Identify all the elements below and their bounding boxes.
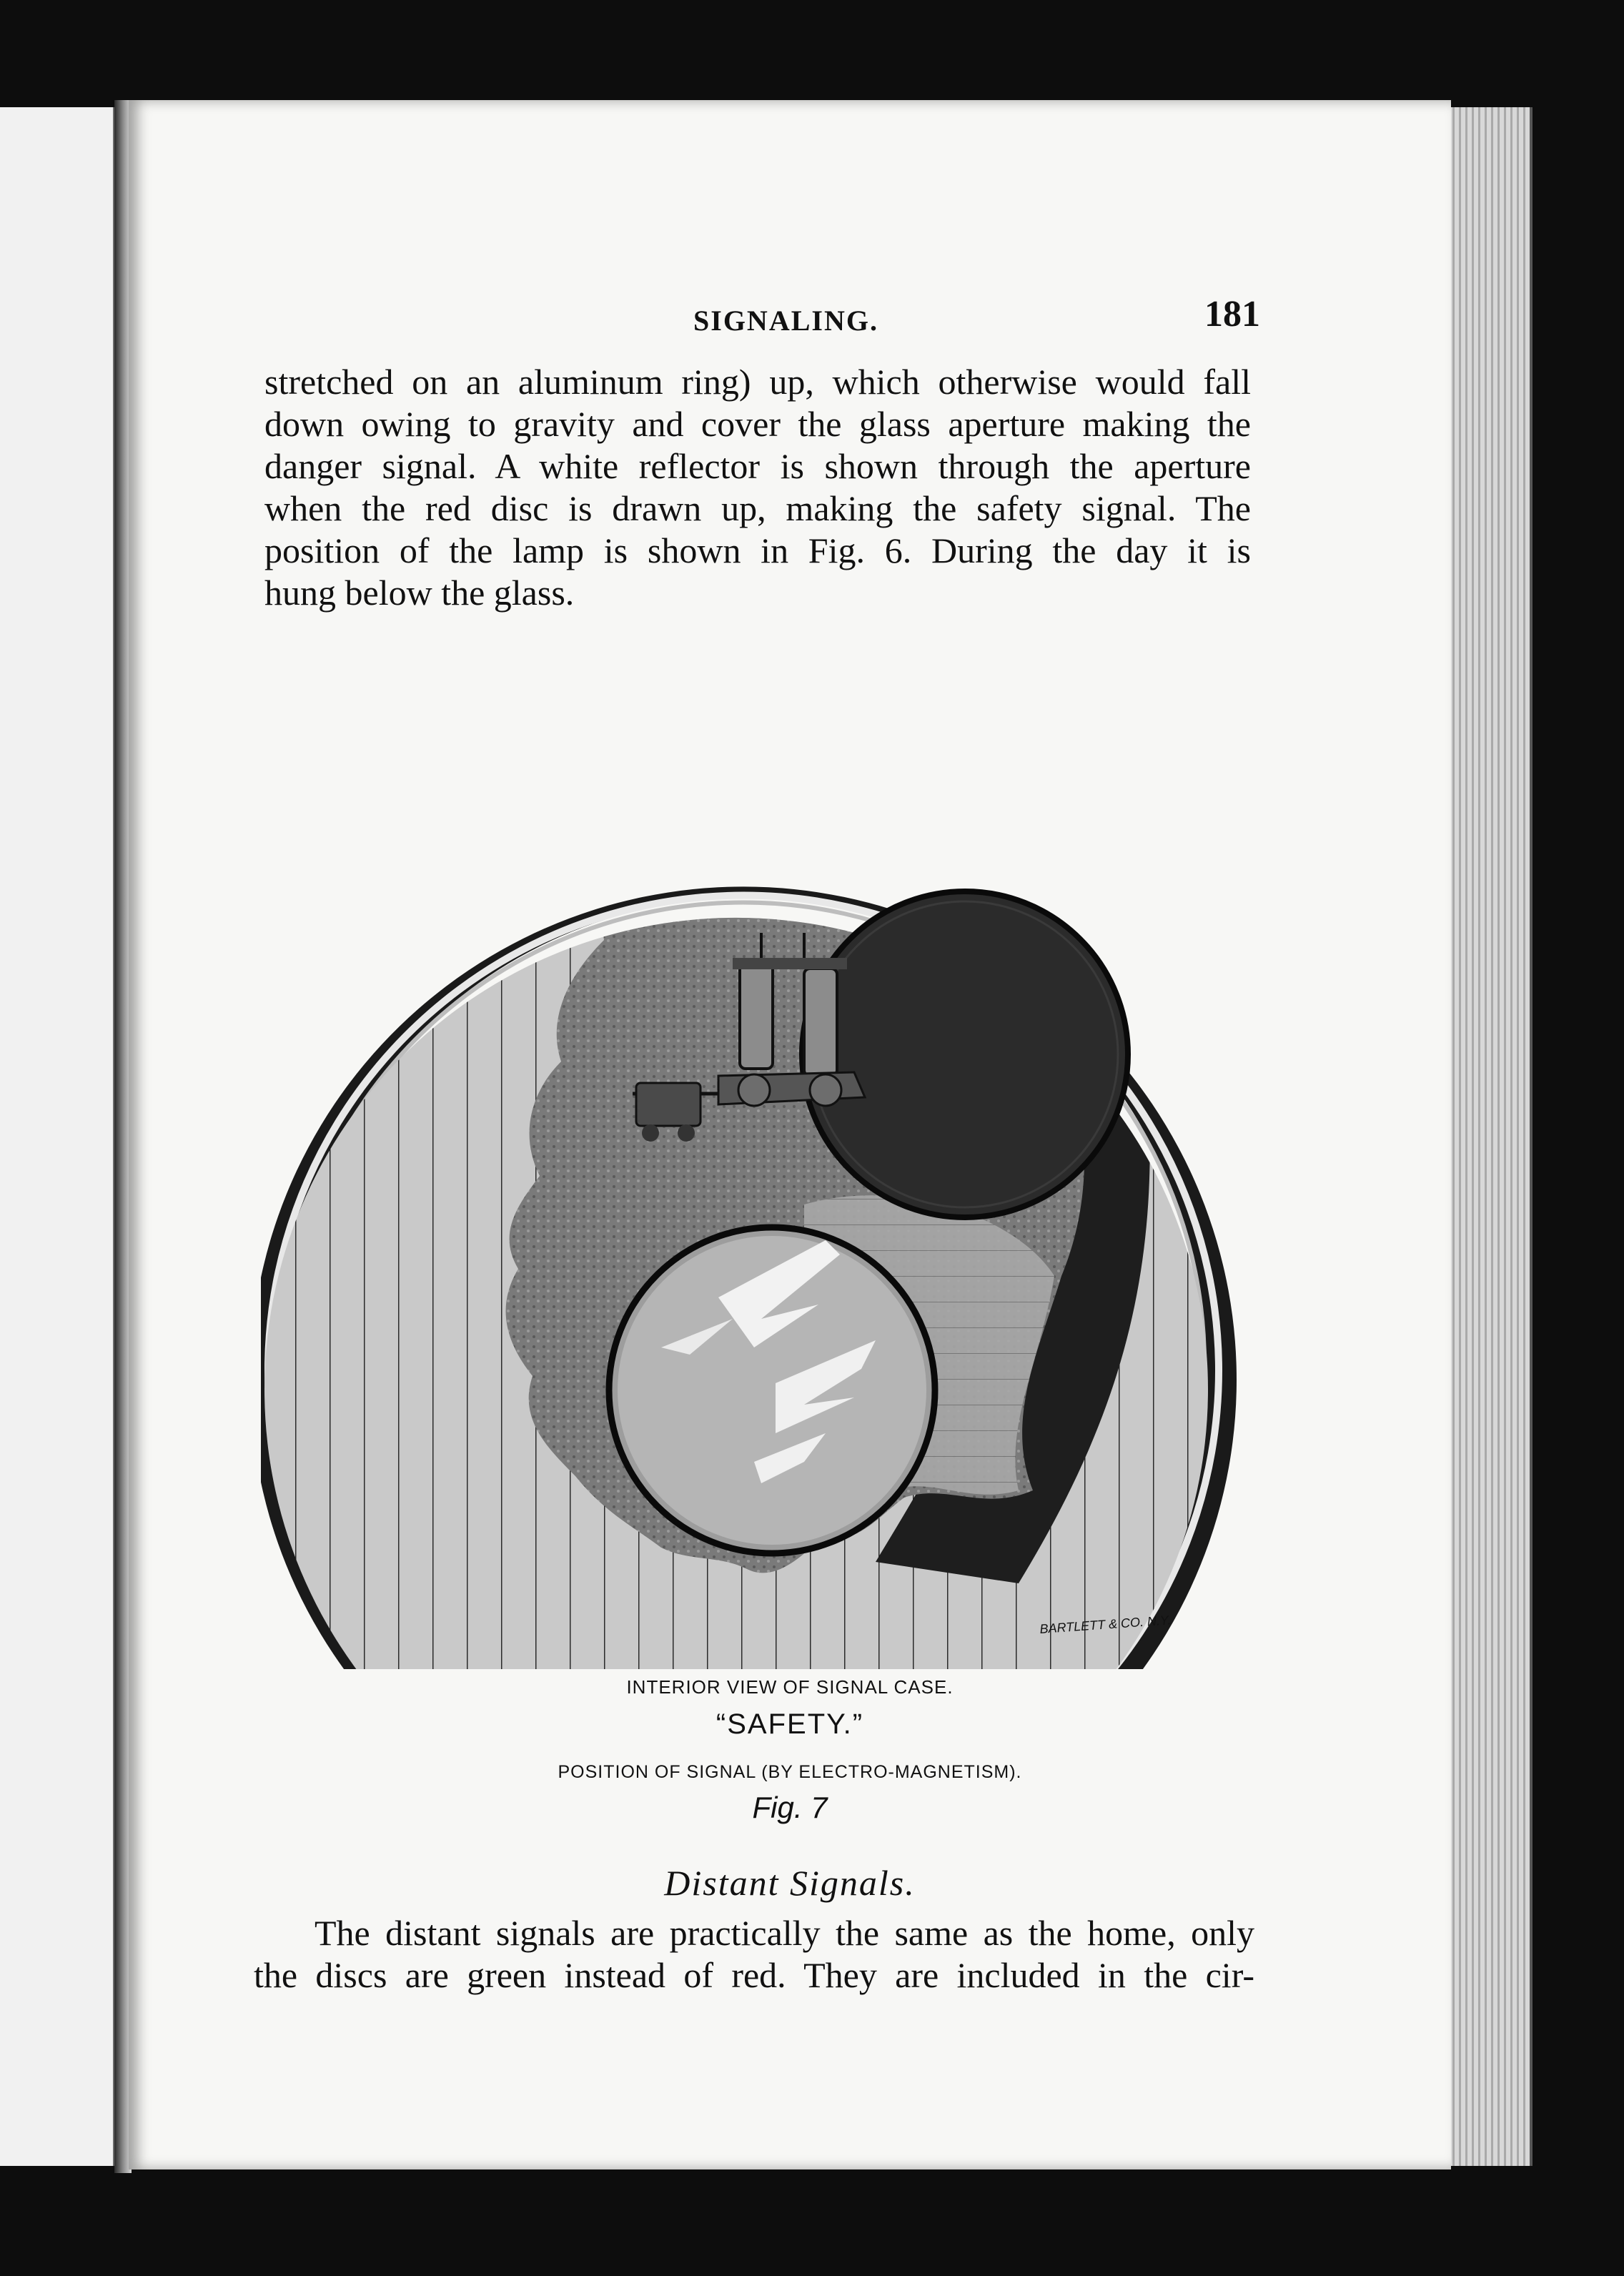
engraver-mark: BARTLETT & CO. N.Y. [1039, 1613, 1172, 1636]
caption-state: “SAFETY.” [716, 1708, 864, 1740]
glass-aperture [609, 1227, 935, 1553]
paragraph-line: hung below the glass. [264, 573, 575, 613]
paragraph-line: down owing to gravity and cover the glass aperture making the [264, 404, 1251, 444]
paragraph-line: position of the lamp is shown in Fig. 6. During the day it is [264, 530, 1251, 570]
paragraph-line: the discs are green instead of red. They are included in the cir- [254, 1955, 1254, 1995]
red-disc [802, 891, 1128, 1217]
page-number: 181 [1204, 294, 1260, 335]
section-heading: Distant Signals. [664, 1863, 916, 1903]
paragraph-line: danger signal. A white reflector is shown through the aperture [264, 446, 1251, 486]
paragraph-2 [254, 1912, 1254, 1997]
paragraph-line: The distant signals are practically the same as the home, only [315, 1913, 1254, 1953]
paragraph-line: stretched on an aluminum ring) up, which otherwise would fall [264, 362, 1251, 402]
signal-case-engraving [261, 633, 1247, 1669]
caption-title: INTERIOR VIEW OF SIGNAL CASE. [626, 1676, 954, 1698]
book-page [129, 100, 1451, 2169]
paragraph-1 [264, 361, 1251, 614]
facing-page-edge [0, 107, 117, 2166]
caption-description: POSITION OF SIGNAL (BY ELECTRO-MAGNETISM). [558, 1762, 1022, 1782]
paragraph-line: when the red disc is drawn up, making the safety signal. The [264, 488, 1251, 528]
figure-label: Fig. 7 [752, 1791, 828, 1824]
running-head: SIGNALING. [693, 305, 878, 337]
